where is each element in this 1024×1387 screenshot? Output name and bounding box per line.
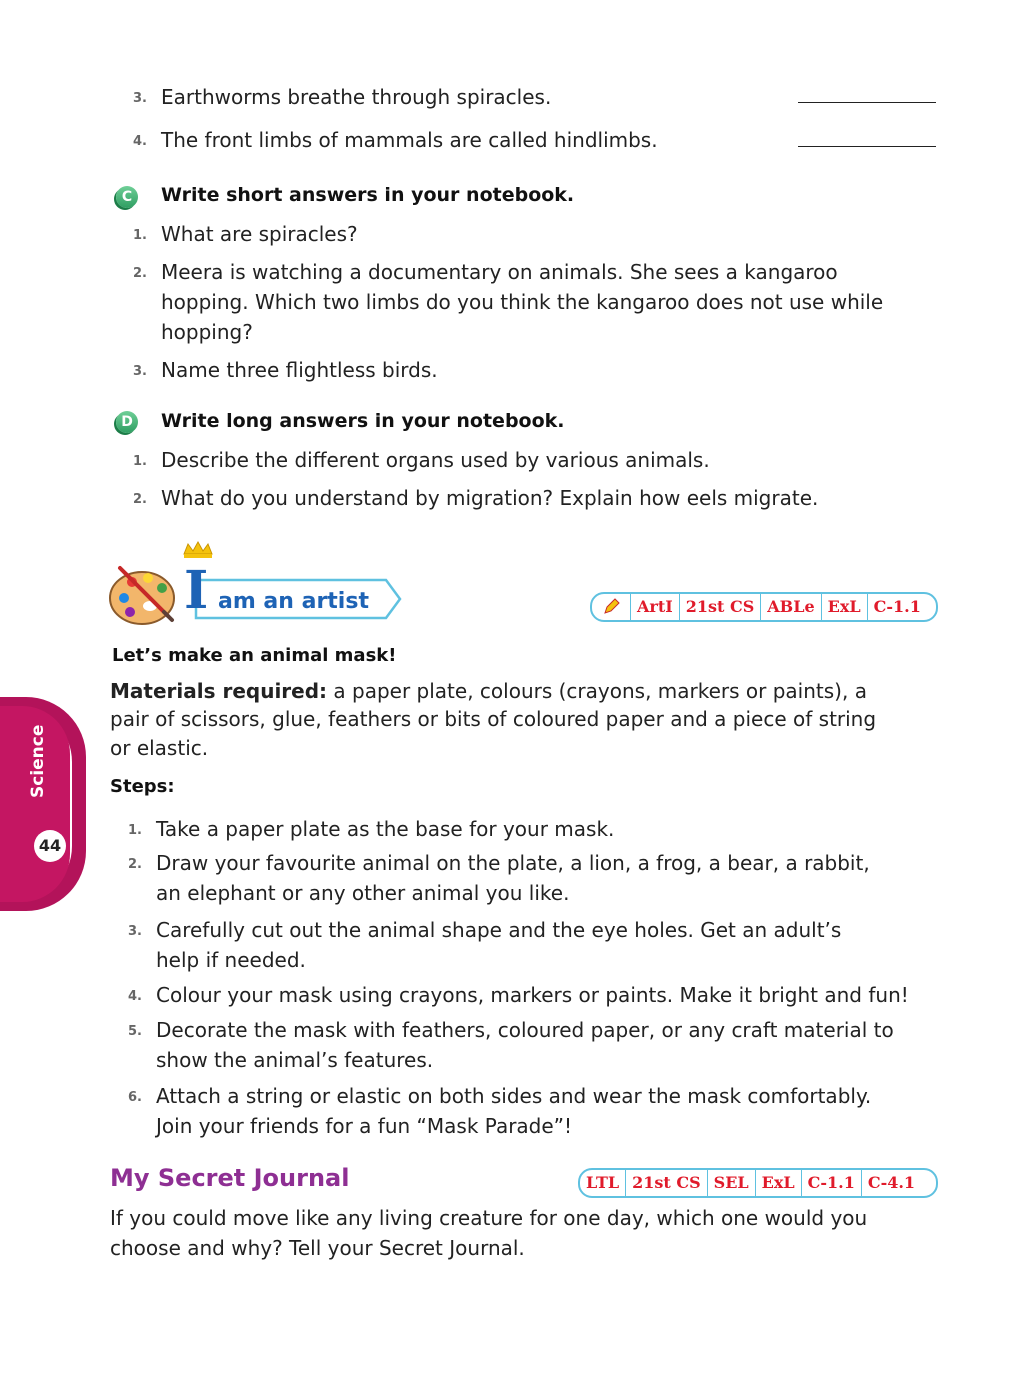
materials-label: Materials required: bbox=[110, 679, 328, 703]
question-text-line: hopping. Which two limbs do you think the kangaroo does not use while bbox=[161, 290, 884, 314]
skill-tag: 21st CS bbox=[680, 594, 762, 620]
artist-skill-tags bbox=[590, 592, 938, 622]
skill-tag: ExL bbox=[756, 1170, 802, 1196]
question-text: Describe the different organs used by various animals. bbox=[161, 448, 710, 472]
skill-tag: ExL bbox=[822, 594, 868, 620]
journal-title: My Secret Journal bbox=[110, 1164, 350, 1192]
activity-title: Let’s make an animal mask! bbox=[112, 645, 397, 666]
subject-label: Science bbox=[28, 724, 48, 798]
step-number: 3. bbox=[128, 924, 142, 939]
banner-big-letter: I bbox=[184, 560, 209, 621]
materials-text: a paper plate, colours (crayons, markers or paints), a bbox=[333, 679, 867, 703]
section-d-heading: Write long answers in your notebook. bbox=[161, 410, 565, 432]
step-text: show the animal’s features. bbox=[156, 1048, 434, 1072]
step-text: Attach a string or elastic on both sides and wear the mask comfortably. bbox=[156, 1084, 872, 1108]
materials-text-line: or elastic. bbox=[110, 736, 209, 760]
materials-text-line: pair of scissors, glue, feathers or bits of coloured paper and a piece of string bbox=[110, 707, 877, 731]
crown-icon bbox=[184, 542, 212, 558]
step-text: an elephant or any other animal you like. bbox=[156, 881, 570, 905]
section-c-badge: C bbox=[116, 186, 138, 208]
answer-blank[interactable] bbox=[798, 102, 936, 103]
step-number: 6. bbox=[128, 1090, 142, 1105]
skill-tag: LTL bbox=[580, 1170, 626, 1196]
pencil-tag-icon bbox=[592, 594, 631, 620]
item-number: 3. bbox=[133, 364, 147, 379]
item-number: 2. bbox=[133, 266, 147, 281]
step-text: Take a paper plate as the base for your mask. bbox=[156, 817, 615, 841]
skill-tag: C-1.1 bbox=[802, 1170, 862, 1196]
step-number: 2. bbox=[128, 857, 142, 872]
palette-icon bbox=[110, 572, 174, 624]
item-number: 4. bbox=[133, 134, 147, 149]
step-text: help if needed. bbox=[156, 948, 306, 972]
artist-banner bbox=[108, 540, 404, 630]
question-text-line: Meera is watching a documentary on animals. She sees a kangaroo bbox=[161, 260, 838, 284]
question-text: What do you understand by migration? Explain how eels migrate. bbox=[161, 486, 819, 510]
question-text: Name three flightless birds. bbox=[161, 358, 438, 382]
steps-label: Steps: bbox=[110, 776, 175, 797]
step-number: 5. bbox=[128, 1024, 142, 1039]
section-c-heading: Write short answers in your notebook. bbox=[161, 184, 575, 206]
step-text: Draw your favourite animal on the plate, a lion, a frog, a bear, a rabbit, bbox=[156, 851, 870, 875]
step-text: Colour your mask using crayons, markers or paints. Make it bright and fun! bbox=[156, 983, 909, 1007]
journal-text: If you could move like any living creature for one day, which one would you bbox=[110, 1206, 868, 1230]
page-number: 44 bbox=[34, 830, 66, 862]
journal-skill-tags bbox=[578, 1168, 938, 1198]
skill-tag: ArtI bbox=[631, 594, 680, 620]
item-number: 1. bbox=[133, 454, 147, 469]
answer-blank[interactable] bbox=[798, 146, 936, 147]
step-number: 1. bbox=[128, 823, 142, 838]
step-text: Join your friends for a fun “Mask Parade”! bbox=[156, 1114, 573, 1138]
journal-text: choose and why? Tell your Secret Journal. bbox=[110, 1236, 525, 1260]
skill-tag: C-1.1 bbox=[873, 597, 921, 616]
section-d-badge: D bbox=[116, 411, 138, 433]
item-number: 3. bbox=[133, 91, 147, 106]
statement-text: Earthworms breathe through spiracles. bbox=[161, 85, 552, 109]
step-text: Decorate the mask with feathers, coloured paper, or any craft material to bbox=[156, 1018, 894, 1042]
skill-tag: ABLe bbox=[761, 594, 821, 620]
skill-tag: C-4.1 bbox=[867, 1173, 916, 1192]
question-text-line: hopping? bbox=[161, 320, 253, 344]
question-text: What are spiracles? bbox=[161, 222, 358, 246]
skill-tag: SEL bbox=[708, 1170, 756, 1196]
step-text: Carefully cut out the animal shape and the eye holes. Get an adult’s bbox=[156, 918, 842, 942]
banner-title: am an artist bbox=[218, 589, 369, 614]
item-number: 1. bbox=[133, 228, 147, 243]
step-number: 4. bbox=[128, 989, 142, 1004]
materials-line bbox=[110, 676, 867, 706]
statement-text: The front limbs of mammals are called hindlimbs. bbox=[161, 128, 658, 152]
skill-tag: 21st CS bbox=[626, 1170, 708, 1196]
item-number: 2. bbox=[133, 492, 147, 507]
